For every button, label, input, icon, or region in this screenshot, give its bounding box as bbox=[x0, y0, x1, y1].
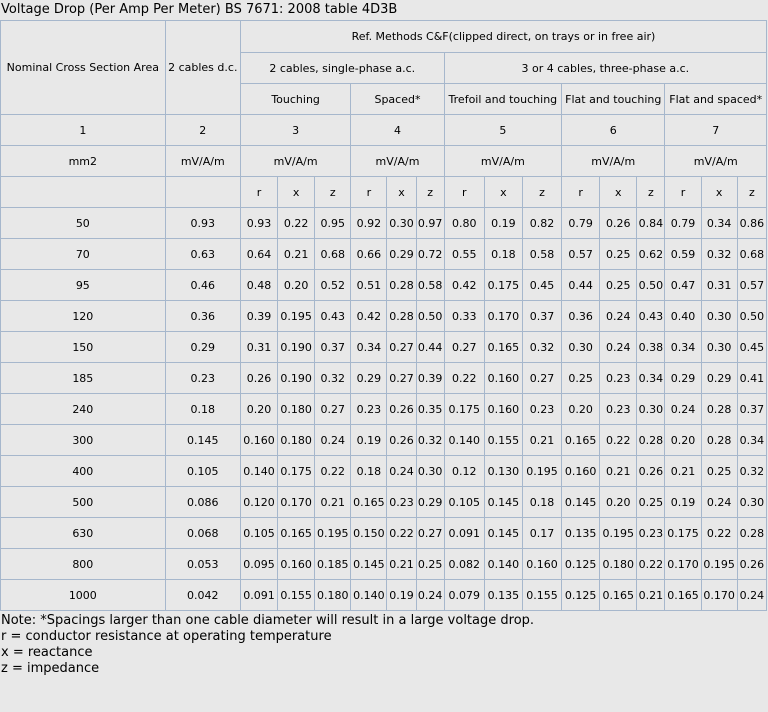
cross-section-cell: 800 bbox=[1, 549, 166, 580]
value-cell: 0.17 bbox=[522, 518, 561, 549]
table-row bbox=[1, 580, 767, 611]
cross-section-cell: 70 bbox=[1, 239, 166, 270]
value-cell: 0.180 bbox=[278, 425, 315, 456]
value-cell: 0.38 bbox=[637, 332, 665, 363]
header-spaced: Spaced* bbox=[351, 84, 444, 115]
value-cell: 0.195 bbox=[522, 456, 561, 487]
value-cell: 0.24 bbox=[416, 580, 444, 611]
unit-label: mV/A/m bbox=[351, 146, 444, 177]
value-cell: 0.165 bbox=[562, 425, 600, 456]
value-cell: 0.44 bbox=[416, 332, 444, 363]
value-cell: 0.25 bbox=[416, 549, 444, 580]
value-cell: 0.86 bbox=[737, 208, 766, 239]
value-cell: 0.40 bbox=[665, 301, 701, 332]
column-number: 5 bbox=[444, 115, 561, 146]
value-cell: 0.25 bbox=[637, 487, 665, 518]
table-row bbox=[1, 394, 767, 425]
header-dc: 2 cables d.c. bbox=[165, 21, 240, 115]
value-cell: 0.195 bbox=[701, 549, 737, 580]
value-cell: 0.21 bbox=[522, 425, 561, 456]
value-cell: 0.32 bbox=[522, 332, 561, 363]
value-cell: 0.43 bbox=[315, 301, 351, 332]
value-cell: 0.82 bbox=[522, 208, 561, 239]
value-cell: 0.29 bbox=[701, 363, 737, 394]
value-cell: 0.079 bbox=[444, 580, 484, 611]
value-cell: 0.46 bbox=[165, 270, 240, 301]
value-cell: 0.105 bbox=[444, 487, 484, 518]
header-single-phase: 2 cables, single-phase a.c. bbox=[240, 53, 444, 84]
cross-section-cell: 120 bbox=[1, 301, 166, 332]
value-cell: 0.140 bbox=[484, 549, 522, 580]
value-cell: 0.31 bbox=[701, 270, 737, 301]
value-cell: 0.145 bbox=[351, 549, 387, 580]
header-flat-touching: Flat and touching bbox=[562, 84, 665, 115]
value-cell: 0.26 bbox=[240, 363, 277, 394]
value-cell: 0.18 bbox=[165, 394, 240, 425]
value-cell: 0.20 bbox=[562, 394, 600, 425]
value-cell: 0.068 bbox=[165, 518, 240, 549]
value-cell: 0.042 bbox=[165, 580, 240, 611]
value-cell: 0.165 bbox=[665, 580, 701, 611]
cross-section-cell: 630 bbox=[1, 518, 166, 549]
value-cell: 0.160 bbox=[278, 549, 315, 580]
cross-section-cell: 300 bbox=[1, 425, 166, 456]
table-row bbox=[1, 332, 767, 363]
rxz-label: z bbox=[315, 177, 351, 208]
value-cell: 0.50 bbox=[737, 301, 766, 332]
unit-label: mV/A/m bbox=[240, 146, 350, 177]
page-title: Voltage Drop (Per Amp Per Meter) BS 7671: 2008 table 4D3B bbox=[1, 2, 398, 17]
value-cell: 0.30 bbox=[416, 456, 444, 487]
value-cell: 0.59 bbox=[665, 239, 701, 270]
table-row bbox=[1, 518, 767, 549]
value-cell: 0.21 bbox=[387, 549, 416, 580]
value-cell: 0.37 bbox=[737, 394, 766, 425]
value-cell: 0.195 bbox=[315, 518, 351, 549]
unit-label: mV/A/m bbox=[444, 146, 561, 177]
notes bbox=[0, 613, 768, 677]
unit-row bbox=[1, 146, 767, 177]
column-number: 1 bbox=[1, 115, 166, 146]
value-cell: 0.12 bbox=[444, 456, 484, 487]
header-nominal-cross-section: Nominal Cross Section Area bbox=[1, 21, 166, 115]
note-spacing: Note: *Spacings larger than one cable diameter will result in a large voltage drop. bbox=[1, 613, 535, 628]
cross-section-cell: 185 bbox=[1, 363, 166, 394]
value-cell: 0.32 bbox=[737, 456, 766, 487]
value-cell: 0.27 bbox=[522, 363, 561, 394]
value-cell: 0.25 bbox=[701, 456, 737, 487]
value-cell: 0.160 bbox=[240, 425, 277, 456]
value-cell: 0.26 bbox=[387, 394, 416, 425]
value-cell: 0.170 bbox=[278, 487, 315, 518]
value-cell: 0.195 bbox=[600, 518, 637, 549]
rxz-label: x bbox=[484, 177, 522, 208]
value-cell: 0.053 bbox=[165, 549, 240, 580]
unit-label: mV/A/m bbox=[665, 146, 767, 177]
value-cell: 0.125 bbox=[562, 580, 600, 611]
value-cell: 0.145 bbox=[484, 487, 522, 518]
column-number-row bbox=[1, 115, 767, 146]
column-number: 3 bbox=[240, 115, 350, 146]
value-cell: 0.29 bbox=[387, 239, 416, 270]
value-cell: 0.22 bbox=[444, 363, 484, 394]
value-cell: 0.145 bbox=[484, 518, 522, 549]
value-cell: 0.50 bbox=[637, 270, 665, 301]
value-cell: 0.57 bbox=[562, 239, 600, 270]
value-cell: 0.30 bbox=[637, 394, 665, 425]
value-cell: 0.22 bbox=[387, 518, 416, 549]
rxz-label: x bbox=[600, 177, 637, 208]
value-cell: 0.22 bbox=[701, 518, 737, 549]
table-row bbox=[1, 425, 767, 456]
value-cell: 0.34 bbox=[637, 363, 665, 394]
value-cell: 0.165 bbox=[600, 580, 637, 611]
value-cell: 0.20 bbox=[278, 270, 315, 301]
value-cell: 0.27 bbox=[416, 518, 444, 549]
value-cell: 0.34 bbox=[701, 208, 737, 239]
value-cell: 0.68 bbox=[315, 239, 351, 270]
value-cell: 0.145 bbox=[562, 487, 600, 518]
value-cell: 0.135 bbox=[484, 580, 522, 611]
value-cell: 0.27 bbox=[315, 394, 351, 425]
rxz-label: r bbox=[240, 177, 277, 208]
value-cell: 0.165 bbox=[351, 487, 387, 518]
value-cell: 0.170 bbox=[701, 580, 737, 611]
header-flat-spaced: Flat and spaced* bbox=[665, 84, 767, 115]
value-cell: 0.80 bbox=[444, 208, 484, 239]
value-cell: 0.26 bbox=[387, 425, 416, 456]
value-cell: 0.19 bbox=[665, 487, 701, 518]
value-cell: 0.45 bbox=[522, 270, 561, 301]
rxz-label: x bbox=[387, 177, 416, 208]
value-cell: 0.22 bbox=[278, 208, 315, 239]
value-cell: 0.84 bbox=[637, 208, 665, 239]
value-cell: 0.22 bbox=[637, 549, 665, 580]
value-cell: 0.155 bbox=[484, 425, 522, 456]
value-cell: 0.45 bbox=[737, 332, 766, 363]
column-number: 6 bbox=[562, 115, 665, 146]
value-cell: 0.190 bbox=[278, 363, 315, 394]
value-cell: 0.63 bbox=[165, 239, 240, 270]
table-row bbox=[1, 239, 767, 270]
table-row bbox=[1, 301, 767, 332]
value-cell: 0.18 bbox=[351, 456, 387, 487]
value-cell: 0.160 bbox=[562, 456, 600, 487]
value-cell: 0.19 bbox=[351, 425, 387, 456]
value-cell: 0.27 bbox=[444, 332, 484, 363]
value-cell: 0.23 bbox=[600, 363, 637, 394]
cross-section-cell: 1000 bbox=[1, 580, 166, 611]
value-cell: 0.28 bbox=[387, 301, 416, 332]
value-cell: 0.165 bbox=[278, 518, 315, 549]
value-cell: 0.36 bbox=[165, 301, 240, 332]
column-number: 2 bbox=[165, 115, 240, 146]
rxz-label: r bbox=[351, 177, 387, 208]
value-cell: 0.140 bbox=[444, 425, 484, 456]
value-cell: 0.79 bbox=[562, 208, 600, 239]
value-cell: 0.095 bbox=[240, 549, 277, 580]
cross-section-cell: 500 bbox=[1, 487, 166, 518]
value-cell: 0.105 bbox=[165, 456, 240, 487]
value-cell: 0.44 bbox=[562, 270, 600, 301]
value-cell: 0.175 bbox=[444, 394, 484, 425]
header-ref-methods: Ref. Methods C&F(clipped direct, on trays or in free air) bbox=[240, 21, 766, 53]
rxz-label: x bbox=[278, 177, 315, 208]
value-cell: 0.25 bbox=[600, 239, 637, 270]
value-cell: 0.32 bbox=[416, 425, 444, 456]
value-cell: 0.30 bbox=[737, 487, 766, 518]
unit-label: mV/A/m bbox=[165, 146, 240, 177]
value-cell: 0.34 bbox=[351, 332, 387, 363]
value-cell: 0.24 bbox=[315, 425, 351, 456]
header-trefoil: Trefoil and touching bbox=[444, 84, 561, 115]
value-cell: 0.21 bbox=[600, 456, 637, 487]
value-cell: 0.31 bbox=[240, 332, 277, 363]
value-cell: 0.145 bbox=[165, 425, 240, 456]
value-cell: 0.086 bbox=[165, 487, 240, 518]
voltage-drop-table bbox=[0, 20, 767, 611]
value-cell: 0.48 bbox=[240, 270, 277, 301]
value-cell: 0.28 bbox=[701, 425, 737, 456]
table-row bbox=[1, 487, 767, 518]
value-cell: 0.50 bbox=[416, 301, 444, 332]
rxz-label: r bbox=[444, 177, 484, 208]
header-three-phase: 3 or 4 cables, three-phase a.c. bbox=[444, 53, 766, 84]
value-cell: 0.41 bbox=[737, 363, 766, 394]
value-cell: 0.150 bbox=[351, 518, 387, 549]
column-number: 7 bbox=[665, 115, 767, 146]
value-cell: 0.34 bbox=[665, 332, 701, 363]
value-cell: 0.24 bbox=[665, 394, 701, 425]
value-cell: 0.25 bbox=[562, 363, 600, 394]
value-cell: 0.20 bbox=[600, 487, 637, 518]
value-cell: 0.36 bbox=[562, 301, 600, 332]
value-cell: 0.30 bbox=[387, 208, 416, 239]
value-cell: 0.29 bbox=[416, 487, 444, 518]
value-cell: 0.23 bbox=[165, 363, 240, 394]
value-cell: 0.72 bbox=[416, 239, 444, 270]
value-cell: 0.125 bbox=[562, 549, 600, 580]
value-cell: 0.66 bbox=[351, 239, 387, 270]
header-touching: Touching bbox=[240, 84, 350, 115]
value-cell: 0.92 bbox=[351, 208, 387, 239]
value-cell: 0.091 bbox=[240, 580, 277, 611]
cross-section-cell: 240 bbox=[1, 394, 166, 425]
value-cell: 0.95 bbox=[315, 208, 351, 239]
value-cell: 0.190 bbox=[278, 332, 315, 363]
value-cell: 0.29 bbox=[665, 363, 701, 394]
value-cell: 0.082 bbox=[444, 549, 484, 580]
value-cell: 0.18 bbox=[522, 487, 561, 518]
value-cell: 0.140 bbox=[240, 456, 277, 487]
value-cell: 0.25 bbox=[600, 270, 637, 301]
value-cell: 0.39 bbox=[416, 363, 444, 394]
value-cell: 0.20 bbox=[240, 394, 277, 425]
value-cell: 0.43 bbox=[637, 301, 665, 332]
note-r: r = conductor resistance at operating temperature bbox=[1, 629, 332, 644]
value-cell: 0.130 bbox=[484, 456, 522, 487]
value-cell: 0.185 bbox=[315, 549, 351, 580]
value-cell: 0.58 bbox=[416, 270, 444, 301]
value-cell: 0.23 bbox=[351, 394, 387, 425]
value-cell: 0.34 bbox=[737, 425, 766, 456]
value-cell: 0.28 bbox=[387, 270, 416, 301]
value-cell: 0.140 bbox=[351, 580, 387, 611]
value-cell: 0.64 bbox=[240, 239, 277, 270]
rxz-label: z bbox=[737, 177, 766, 208]
unit-label: mm2 bbox=[1, 146, 166, 177]
value-cell: 0.170 bbox=[665, 549, 701, 580]
value-cell: 0.39 bbox=[240, 301, 277, 332]
rxz-row bbox=[1, 177, 767, 208]
rxz-label: z bbox=[416, 177, 444, 208]
rxz-label: z bbox=[637, 177, 665, 208]
value-cell: 0.23 bbox=[522, 394, 561, 425]
value-cell: 0.62 bbox=[637, 239, 665, 270]
value-cell: 0.68 bbox=[737, 239, 766, 270]
table-row bbox=[1, 363, 767, 394]
unit-label: mV/A/m bbox=[562, 146, 665, 177]
value-cell: 0.28 bbox=[701, 394, 737, 425]
value-cell: 0.30 bbox=[701, 332, 737, 363]
value-cell: 0.180 bbox=[278, 394, 315, 425]
value-cell: 0.19 bbox=[484, 208, 522, 239]
value-cell: 0.170 bbox=[484, 301, 522, 332]
value-cell: 0.21 bbox=[665, 456, 701, 487]
value-cell: 0.19 bbox=[387, 580, 416, 611]
value-cell: 0.93 bbox=[240, 208, 277, 239]
value-cell: 0.23 bbox=[387, 487, 416, 518]
value-cell: 0.23 bbox=[600, 394, 637, 425]
value-cell: 0.105 bbox=[240, 518, 277, 549]
value-cell: 0.29 bbox=[351, 363, 387, 394]
table-row bbox=[1, 456, 767, 487]
cross-section-cell: 150 bbox=[1, 332, 166, 363]
value-cell: 0.52 bbox=[315, 270, 351, 301]
value-cell: 0.21 bbox=[315, 487, 351, 518]
value-cell: 0.155 bbox=[522, 580, 561, 611]
value-cell: 0.24 bbox=[600, 301, 637, 332]
value-cell: 0.22 bbox=[315, 456, 351, 487]
value-cell: 0.30 bbox=[701, 301, 737, 332]
value-cell: 0.24 bbox=[701, 487, 737, 518]
value-cell: 0.21 bbox=[637, 580, 665, 611]
empty-cell bbox=[165, 177, 240, 208]
rxz-label: x bbox=[701, 177, 737, 208]
value-cell: 0.091 bbox=[444, 518, 484, 549]
value-cell: 0.26 bbox=[600, 208, 637, 239]
value-cell: 0.28 bbox=[637, 425, 665, 456]
note-x: x = reactance bbox=[1, 645, 93, 660]
rxz-label: r bbox=[665, 177, 701, 208]
value-cell: 0.175 bbox=[665, 518, 701, 549]
value-cell: 0.18 bbox=[484, 239, 522, 270]
value-cell: 0.42 bbox=[444, 270, 484, 301]
value-cell: 0.24 bbox=[387, 456, 416, 487]
value-cell: 0.175 bbox=[278, 456, 315, 487]
value-cell: 0.97 bbox=[416, 208, 444, 239]
rxz-label: z bbox=[522, 177, 561, 208]
value-cell: 0.195 bbox=[278, 301, 315, 332]
value-cell: 0.58 bbox=[522, 239, 561, 270]
note-z: z = impedance bbox=[1, 661, 100, 676]
value-cell: 0.37 bbox=[315, 332, 351, 363]
value-cell: 0.24 bbox=[600, 332, 637, 363]
value-cell: 0.24 bbox=[737, 580, 766, 611]
value-cell: 0.30 bbox=[562, 332, 600, 363]
value-cell: 0.22 bbox=[600, 425, 637, 456]
value-cell: 0.47 bbox=[665, 270, 701, 301]
value-cell: 0.93 bbox=[165, 208, 240, 239]
cross-section-cell: 50 bbox=[1, 208, 166, 239]
value-cell: 0.160 bbox=[484, 394, 522, 425]
value-cell: 0.160 bbox=[484, 363, 522, 394]
value-cell: 0.20 bbox=[665, 425, 701, 456]
table-row bbox=[1, 208, 767, 239]
value-cell: 0.32 bbox=[701, 239, 737, 270]
value-cell: 0.29 bbox=[165, 332, 240, 363]
value-cell: 0.55 bbox=[444, 239, 484, 270]
table-row bbox=[1, 549, 767, 580]
cross-section-cell: 95 bbox=[1, 270, 166, 301]
value-cell: 0.42 bbox=[351, 301, 387, 332]
value-cell: 0.35 bbox=[416, 394, 444, 425]
value-cell: 0.175 bbox=[484, 270, 522, 301]
value-cell: 0.21 bbox=[278, 239, 315, 270]
value-cell: 0.32 bbox=[315, 363, 351, 394]
value-cell: 0.51 bbox=[351, 270, 387, 301]
value-cell: 0.57 bbox=[737, 270, 766, 301]
value-cell: 0.180 bbox=[600, 549, 637, 580]
value-cell: 0.180 bbox=[315, 580, 351, 611]
empty-cell bbox=[1, 177, 166, 208]
column-number: 4 bbox=[351, 115, 444, 146]
value-cell: 0.120 bbox=[240, 487, 277, 518]
cross-section-cell: 400 bbox=[1, 456, 166, 487]
value-cell: 0.23 bbox=[637, 518, 665, 549]
value-cell: 0.37 bbox=[522, 301, 561, 332]
value-cell: 0.27 bbox=[387, 332, 416, 363]
value-cell: 0.165 bbox=[484, 332, 522, 363]
value-cell: 0.155 bbox=[278, 580, 315, 611]
value-cell: 0.135 bbox=[562, 518, 600, 549]
value-cell: 0.160 bbox=[522, 549, 561, 580]
value-cell: 0.26 bbox=[737, 549, 766, 580]
value-cell: 0.33 bbox=[444, 301, 484, 332]
value-cell: 0.27 bbox=[387, 363, 416, 394]
rxz-label: r bbox=[562, 177, 600, 208]
value-cell: 0.28 bbox=[737, 518, 766, 549]
value-cell: 0.26 bbox=[637, 456, 665, 487]
table-row bbox=[1, 270, 767, 301]
value-cell: 0.79 bbox=[665, 208, 701, 239]
